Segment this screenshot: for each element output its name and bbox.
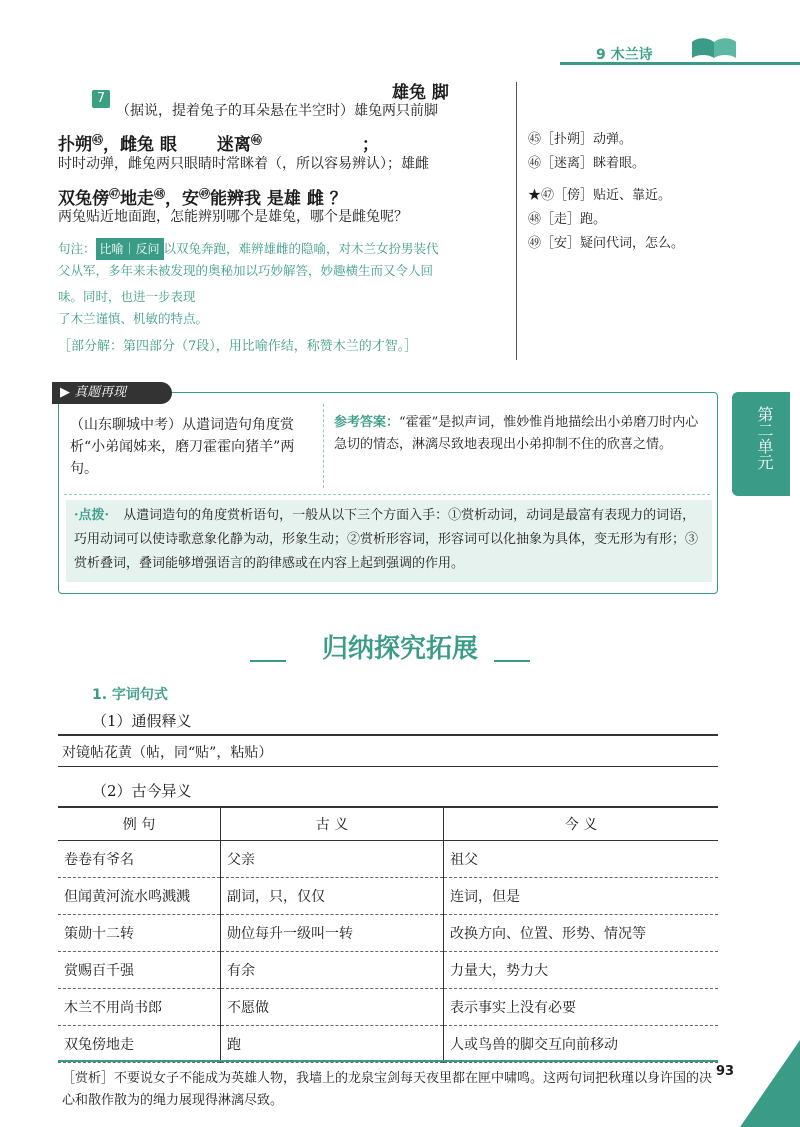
word-bang: 双兔傍 [58,189,109,209]
sentence-note [58,238,508,282]
page-corner-decoration [740,1040,800,1127]
reference-answer [334,412,704,456]
table-row: 双兔傍地走 跑 人或鸟兽的脚交互向前移动 [58,1026,718,1063]
unit-tab-label: 第二单元 [755,406,774,470]
lesson-title: 9 木兰诗 [596,47,653,63]
sentence-note-cont [58,286,208,330]
col-header-example: 例 句 [58,807,221,841]
word-mili: 迷离 [216,135,251,155]
table-row: 卷卷有爷名 父亲 祖父 [58,841,718,878]
tongjia-example: 对镜帖花黄（帖，同“贴”，粘贴） [62,745,273,761]
poem-line-2 [58,130,379,155]
section-title: 归纳探究拓展 [321,634,478,664]
table-row: 策勋十二转 勋位每升一级叫一转 改换方向、位置、形势、情况等 [58,915,718,952]
column-divider [516,82,517,360]
word-an: ，安 [165,189,199,209]
poem-trans-2: 时时动弹，雌兔两只眼睛时常眯着（，所以容易辨认）；雄雌 [58,156,429,172]
sub-heading-2: （2）古今异义 [92,782,192,800]
table-row: 木兰不用尚书郎 不愿做 表示事实上没有必要 [58,989,718,1026]
note-label: 句注： [58,241,96,256]
footnote-marker: ㊺ [92,133,103,147]
punct: ； [361,135,379,155]
word-nengbian: 能辨我 是雄 雌 ？ [210,189,347,209]
footnote-marker: ㊻ [250,133,262,147]
tip-box [66,500,712,582]
answer-text: “霍霍”是拟声词，惟妙惟肖地描绘出小弟磨刀时内心急切的情态，淋漓尽致地表现出小弟抑制不住的欣喜之情。 [334,415,699,452]
answer-label: 参考答案： [334,415,400,430]
sub-heading-1: （1）通假释义 [92,712,192,730]
note-text-1: 以双兔奔跑，难辨雄雌的隐喻，对木兰女扮男装代 [163,241,439,256]
side-note-3: ★㊼［傍］贴近、靠近。 [528,188,672,203]
word-pushuo: 扑朔 [58,135,92,155]
real-question-label: 真题再现 [74,385,127,400]
note-text-4: 了木兰谨慎、机敏的特点。 [58,311,209,326]
trans-text-1: （据说，提着兔子的耳朵悬在半空时）雄兔两只前脚 [116,103,438,119]
side-note-4: ㊽［走］跑。 [528,212,607,227]
word-cituyan: ，雌兔 眼 [103,135,177,155]
paragraph-number: 7 [92,90,110,108]
rule [58,766,718,767]
table-row: 赏赐百千强 有余 力量大，势力大 [58,952,718,989]
question-divider [323,404,324,488]
footnote-marker: ㊼ [109,187,120,201]
word-dizou: 地走 [120,189,154,209]
side-note-1: ㊺［扑朔］动弹。 [528,132,633,147]
real-question-tab: ▶ 真题再现 [52,382,172,404]
footer-note: ［赏析］不要说女子不能成为英雄人物，我墙上的龙泉宝剑每天夜里都在匣中啸鸣。这两句词把秋瑾以身许国的决心和散作散为的绳力展现得淋漓尽致。 [62,1071,713,1108]
real-question-text: （山东聊城中考）从遣词造句角度赏析“小弟闻姊来，磨刀霍霍向猪羊”两句。 [70,417,295,477]
footer-rule [58,1060,718,1062]
poem-trans-3: 两兔贴近地面跑，怎能辨别哪个是雄兔，哪个是雌兔呢？ [58,209,408,225]
table-row: 但闻黄河流水鸣溅溅 副词，只，仅仅 连词，但是 [58,878,718,915]
meaning-table [58,806,718,1063]
title-line-right [494,660,530,662]
unit-tab [732,392,790,496]
poem-trans-1 [96,91,438,120]
side-note-5: ㊾［安］疑问代词，怎么。 [528,236,685,251]
col-header-modern: 今 义 [444,807,719,841]
rule [58,734,718,736]
footnote-marker: ㊾ [199,187,210,201]
subsection-title: 1. 字词句式 [92,687,168,703]
part-analysis: ［部分解：第四部分（7段），用比喻作结，称赞木兰的才智。］ [58,339,418,354]
note-tag: 比喻｜反问 [96,238,164,260]
col-header-ancient: 古 义 [221,807,444,841]
side-note-2: ㊻［迷离］眯着眼。 [528,156,646,171]
tip-label: ·点拨· [74,508,110,523]
page-number: 93 [716,1064,735,1079]
note-text-3: 味。同时，也进一步表现 [58,289,196,304]
note-text-2: 父从军，多年来未被发现的奥秘加以巧妙解答，妙趣横生而又令人回 [58,263,434,278]
poem-line-1: 雄兔 脚 [392,83,449,103]
footnote-marker: ㊽ [154,187,165,201]
tip-divider [64,494,710,495]
tip-text: 从遣词造句的角度赏析语句，一般从以下三个方面入手：①赏析动词，动词是最富有表现力的词语，巧用动词可以使诗歌意象化静为动，形象生动；②赏析形容词，形容词可以化抽象为具体，变无形为有形；③赏析叠词，叠词能够增强语言的韵律感或在内容上起到强调的作用。 [74,508,699,571]
book-icon [690,36,738,62]
